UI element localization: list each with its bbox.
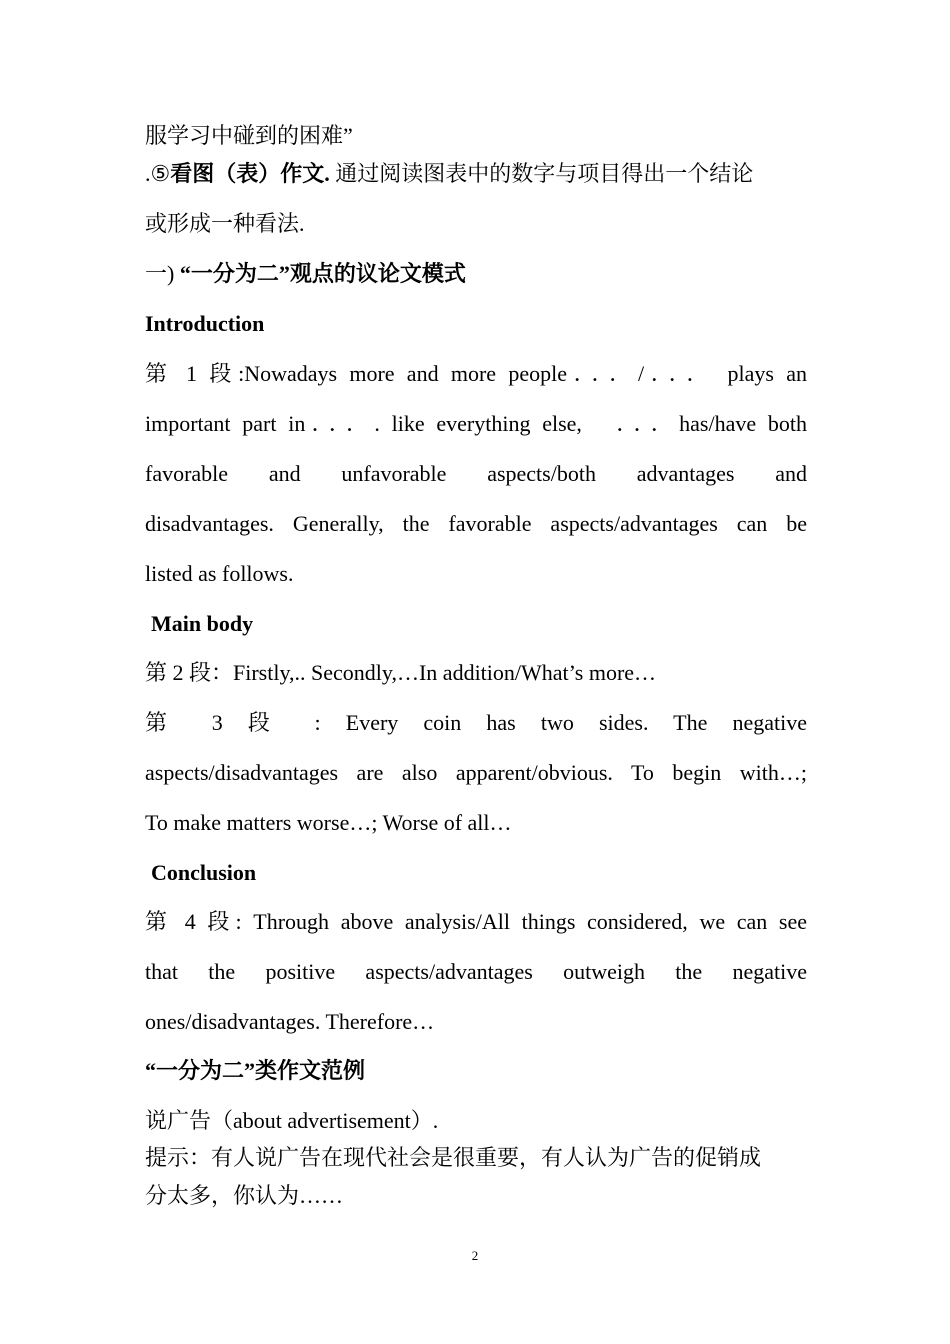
para1-line: 第 1 段:Nowadays more and more people．．．/．．． plays an <box>145 361 807 386</box>
intro-tail-line: 服学习中碰到的困难” <box>145 123 353 148</box>
main-body-heading: Main body <box>151 611 254 636</box>
item5-text: 通过阅读图表中的数字与项目得出一个结论 <box>335 161 754 186</box>
example-heading: “一分为二”类作文范例 <box>145 1058 366 1083</box>
para1-line: listed as follows. <box>145 561 294 586</box>
para3-line: 第 3 段 : Every coin has two sides. The negative <box>145 710 807 735</box>
section-heading-prefix: 一) <box>145 261 175 286</box>
para3-line: To make matters worse…; Worse of all… <box>145 810 512 835</box>
example-hint: 提示：有人说广告在现代社会是很重要，有人认为广告的促销成 <box>145 1145 762 1170</box>
page-number: 2 <box>471 1248 479 1263</box>
example-topic: 说广告（about advertisement）. <box>145 1108 439 1133</box>
para1-line: favorable and unfavorable aspects/both advantages and <box>145 461 807 486</box>
example-hint-cont: 分太多，你认为…… <box>145 1183 344 1208</box>
item5-line <box>145 159 807 189</box>
para1-line: important part in．．．. like everything else, ．．．has/have both <box>145 411 807 436</box>
item5-text-cont: 或形成一种看法. <box>145 211 305 236</box>
section-heading <box>145 259 807 289</box>
para2-line: 第 2 段：Firstly,.. Secondly,…In addition/What’s more… <box>145 660 657 685</box>
item5-number: .⑤ <box>145 161 171 186</box>
para4-line: that the positive aspects/advantages outweigh the negative <box>145 959 807 984</box>
item5-title: 看图（表）作文. <box>170 161 330 186</box>
introduction-heading: Introduction <box>145 311 265 336</box>
conclusion-heading: Conclusion <box>151 860 257 885</box>
para4-line: ones/disadvantages. Therefore… <box>145 1009 435 1034</box>
para3-line: aspects/disadvantages are also apparent/obvious. To begin with…; <box>145 760 807 785</box>
section-heading-title: “一分为二”观点的议论文模式 <box>179 261 466 286</box>
para1-line: disadvantages. Generally, the favorable aspects/advantages can be <box>145 511 807 536</box>
para4-line: 第 4 段: Through above analysis/All things considered, we can see <box>145 909 807 934</box>
